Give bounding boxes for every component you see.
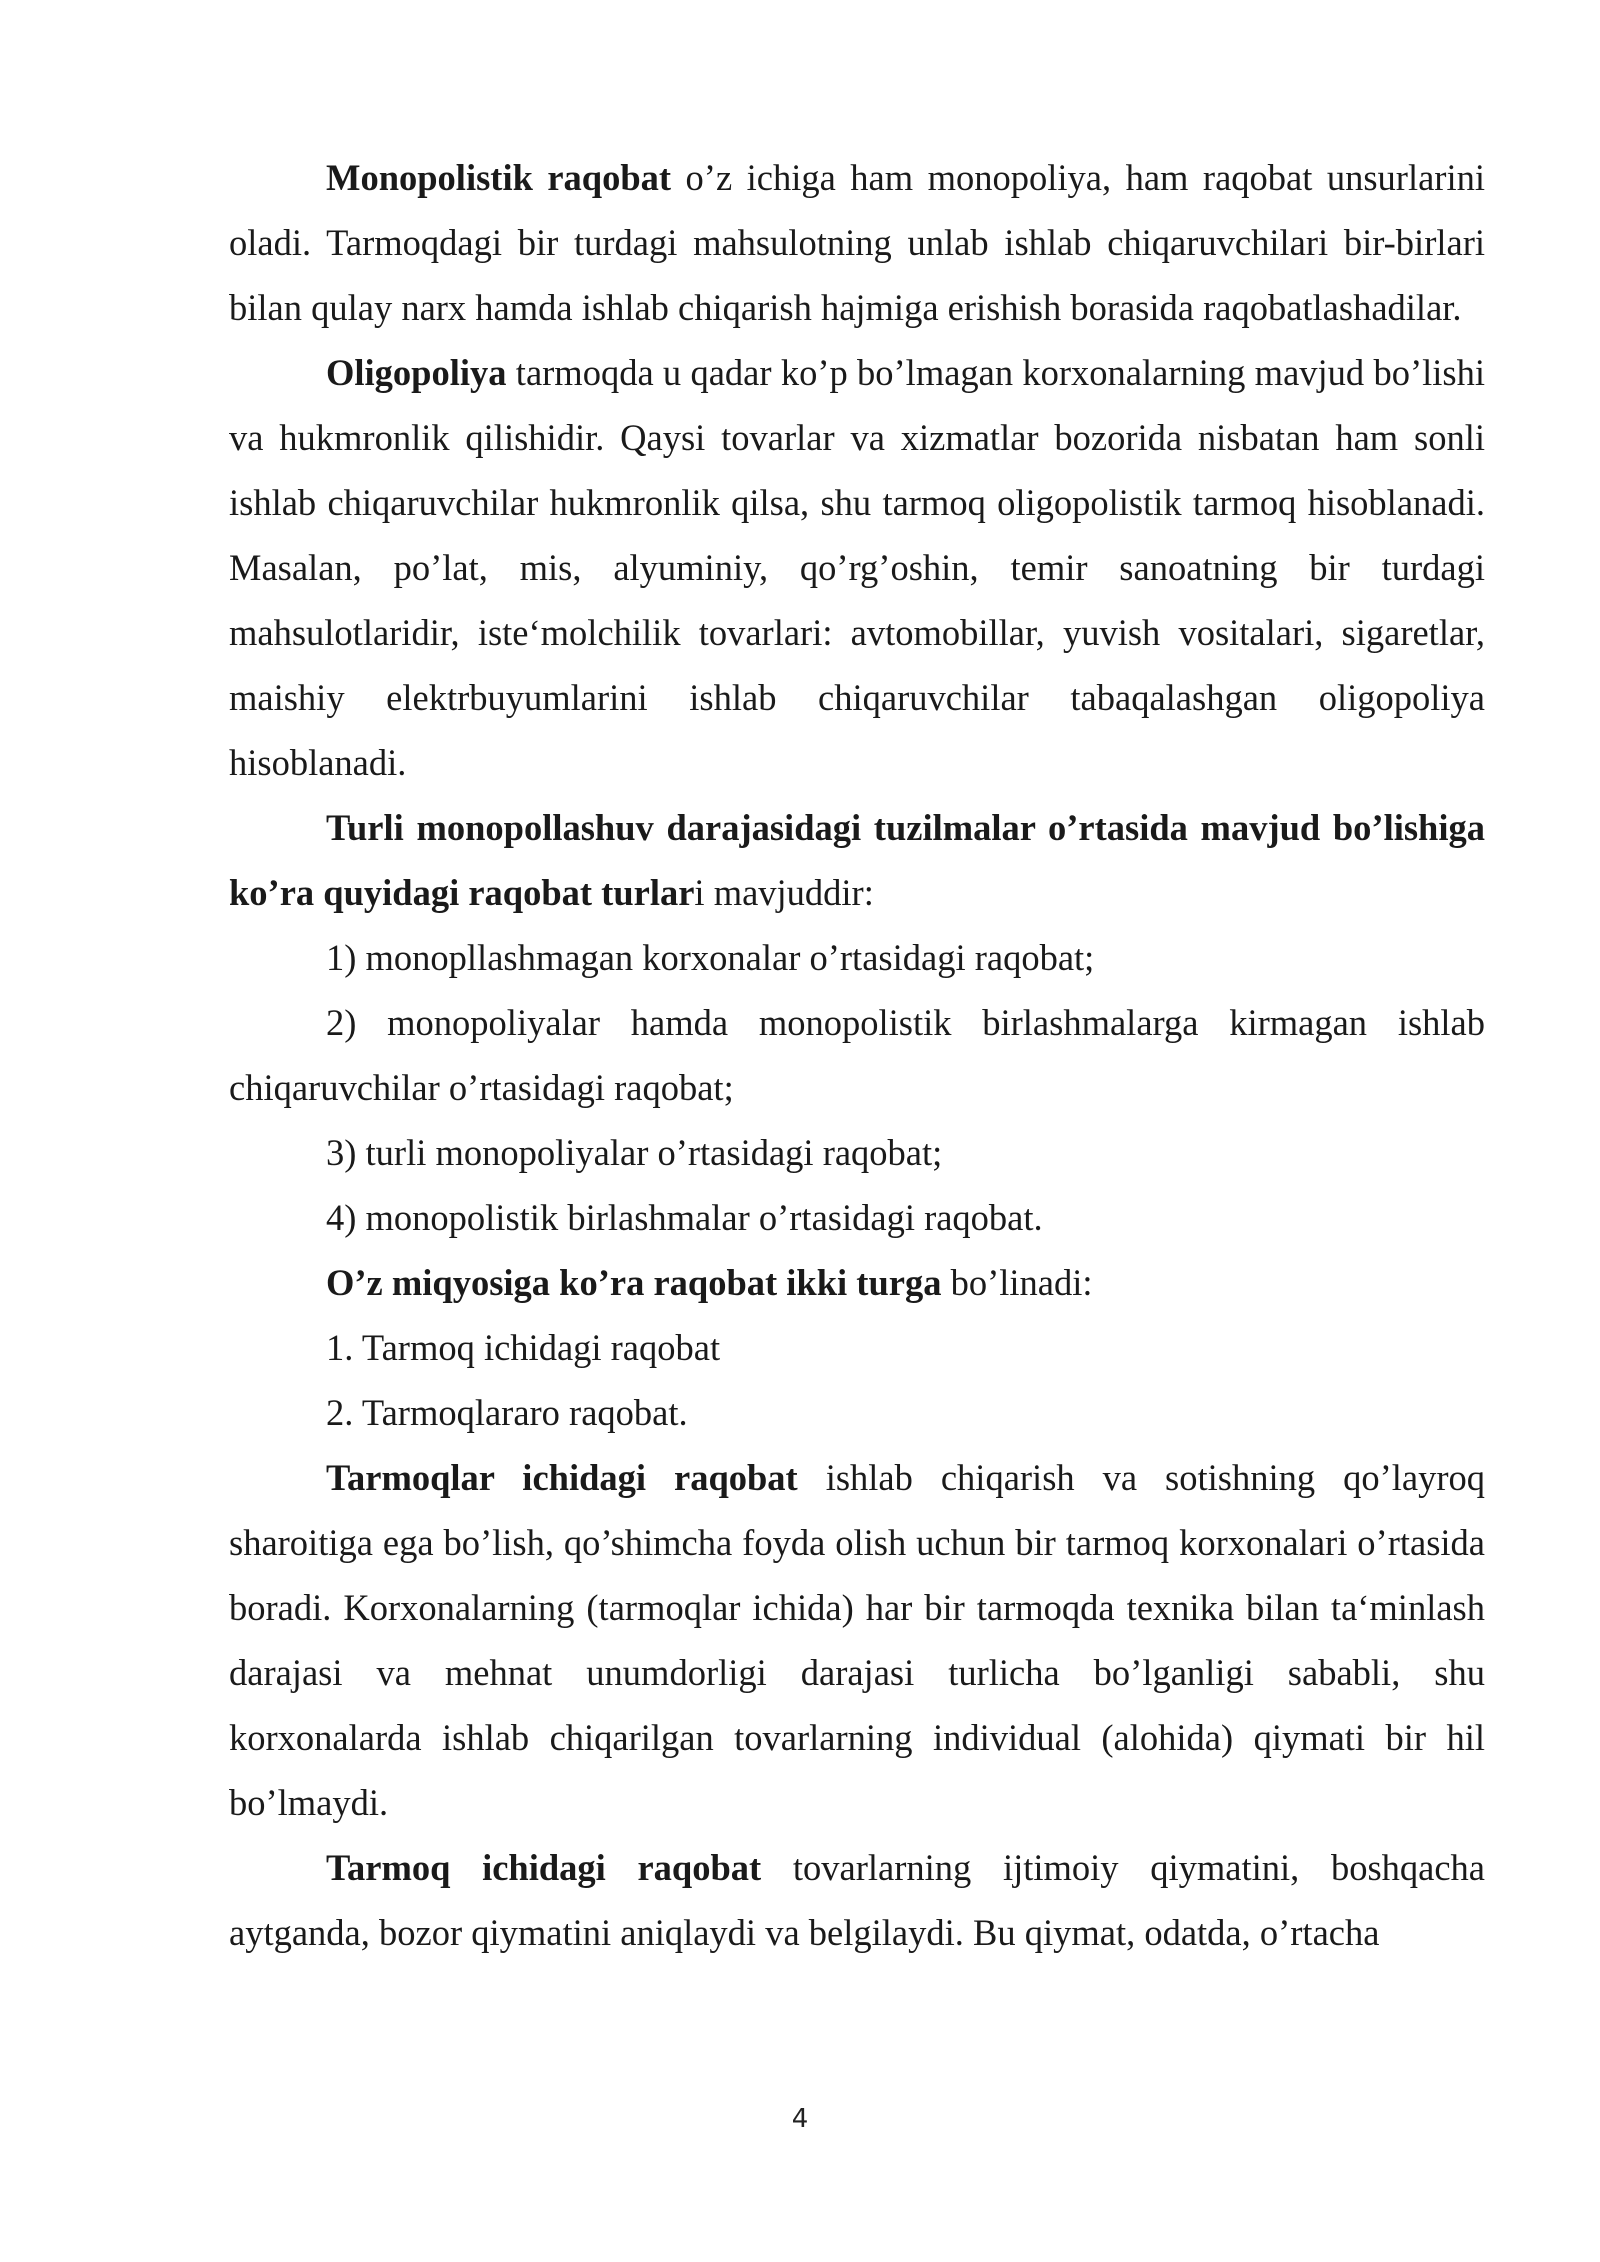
paragraph-text: tovarlarning ijtimoiy qiymatini, boshqacha aytganda, bozor qiymatini aniqlaydi va belgilaydi. Bu qiymat, odatda, o’rtacha xyxy=(229,1847,1485,1953)
term-miqyosiga-kora: O’z miqyosiga ko’ra raqobat ikki turga xyxy=(326,1262,942,1303)
list-item-tarmoqlararo xyxy=(229,1380,1485,1445)
paragraph-text: o’z ichiga ham monopoliya, ham raqobat unsurlarini oladi. Tarmoqdagi bir turdagi mahsulotning unlab ishlab chiqaruvchilari bir-birlari bilan qulay narx hamda ishlab chiqarish hajmiga erishish borasida raqobatlashadilar. xyxy=(229,157,1485,328)
paragraph-miqyosiga-kora xyxy=(229,1250,1485,1315)
term-monopolistik-raqobat: Monopolistik raqobat xyxy=(326,157,672,198)
paragraph-oligopoliya xyxy=(229,340,1485,795)
paragraph-text: bo’linadi: xyxy=(941,1262,1093,1303)
term-raqobat-turlari: Turli monopollashuv darajasidagi tuzilmalar o’rtasida mavjud bo’lishiga ko’ra quyidagi raqobat turlar xyxy=(229,807,1485,913)
list-item-text: 4) monopolistik birlashmalar o’rtasidagi raqobat. xyxy=(326,1197,1043,1238)
paragraph-tarmoq-ichidagi xyxy=(229,1835,1485,1965)
paragraph-text: tarmoqda u qadar ko’p bo’lmagan korxonalarning mavjud bo’lishi va hukmronlik qilishidir. Qaysi tovarlar va xizmatlar bozorida nisbatan ham sonli ishlab chiqaruvchilar hukmronlik qilsa, shu tarmoq oligopolistik tarmoq hisoblanadi. Masalan, po’lat, mis, alyuminiy, qo’rg’oshin, temir sanoatning bir turdagi mahsulotlaridir, iste‘molchilik tovarlari: avtomobillar, yuvish vositalari, sigaretlar, maishiy elektrbuyumlarini ishlab chiqaruvchilar tabaqalashgan oligopoliya hisoblanadi. xyxy=(229,352,1485,783)
list-item-text: 1. Tarmoq ichidagi raqobat xyxy=(326,1327,721,1368)
paragraph-raqobat-turlari xyxy=(229,795,1485,925)
term-oligopoliya: Oligopoliya xyxy=(326,352,507,393)
term-tarmoqlar-ichidagi: Tarmoqlar ichidagi raqobat xyxy=(326,1457,798,1498)
list-item-1 xyxy=(229,925,1485,990)
paragraph-text: ishlab chiqarish va sotishning qo’layroq sharoitiga ega bo’lish, qo’shimcha foyda olish uchun bir tarmoq korxonalari o’rtasida boradi. Korxonalarning (tarmoqlar ichida) har bir tarmoqda texnika bilan ta‘minlash darajasi va mehnat unumdorligi darajasi turlicha bo’lganligi sababli, shu korxonalarda ishlab chiqarilgan tovarlarning individual (alohida) qiymati bir hil bo’lmaydi. xyxy=(229,1457,1485,1823)
paragraph-monopolistik-raqobat xyxy=(229,145,1485,340)
list-item-4 xyxy=(229,1185,1485,1250)
term-tarmoq-ichidagi: Tarmoq ichidagi raqobat xyxy=(326,1847,762,1888)
paragraph-text: i mavjuddir: xyxy=(694,872,874,913)
list-item-text: 2) monopoliyalar hamda monopolistik birlashmalarga kirmagan ishlab chiqaruvchilar o’rtasidagi raqobat; xyxy=(229,1002,1485,1108)
list-item-3 xyxy=(229,1120,1485,1185)
document-page xyxy=(229,145,1485,1965)
list-item-2 xyxy=(229,990,1485,1120)
list-item-text: 1) monopllashmagan korxonalar o’rtasidagi raqobat; xyxy=(326,937,1095,978)
page-number: 4 xyxy=(791,2104,809,2134)
paragraph-tarmoqlar-ichidagi xyxy=(229,1445,1485,1835)
list-item-text: 3) turli monopoliyalar o’rtasidagi raqobat; xyxy=(326,1132,943,1173)
list-item-tarmoq-ichidagi xyxy=(229,1315,1485,1380)
list-item-text: 2. Tarmoqlararo raqobat. xyxy=(326,1392,688,1433)
